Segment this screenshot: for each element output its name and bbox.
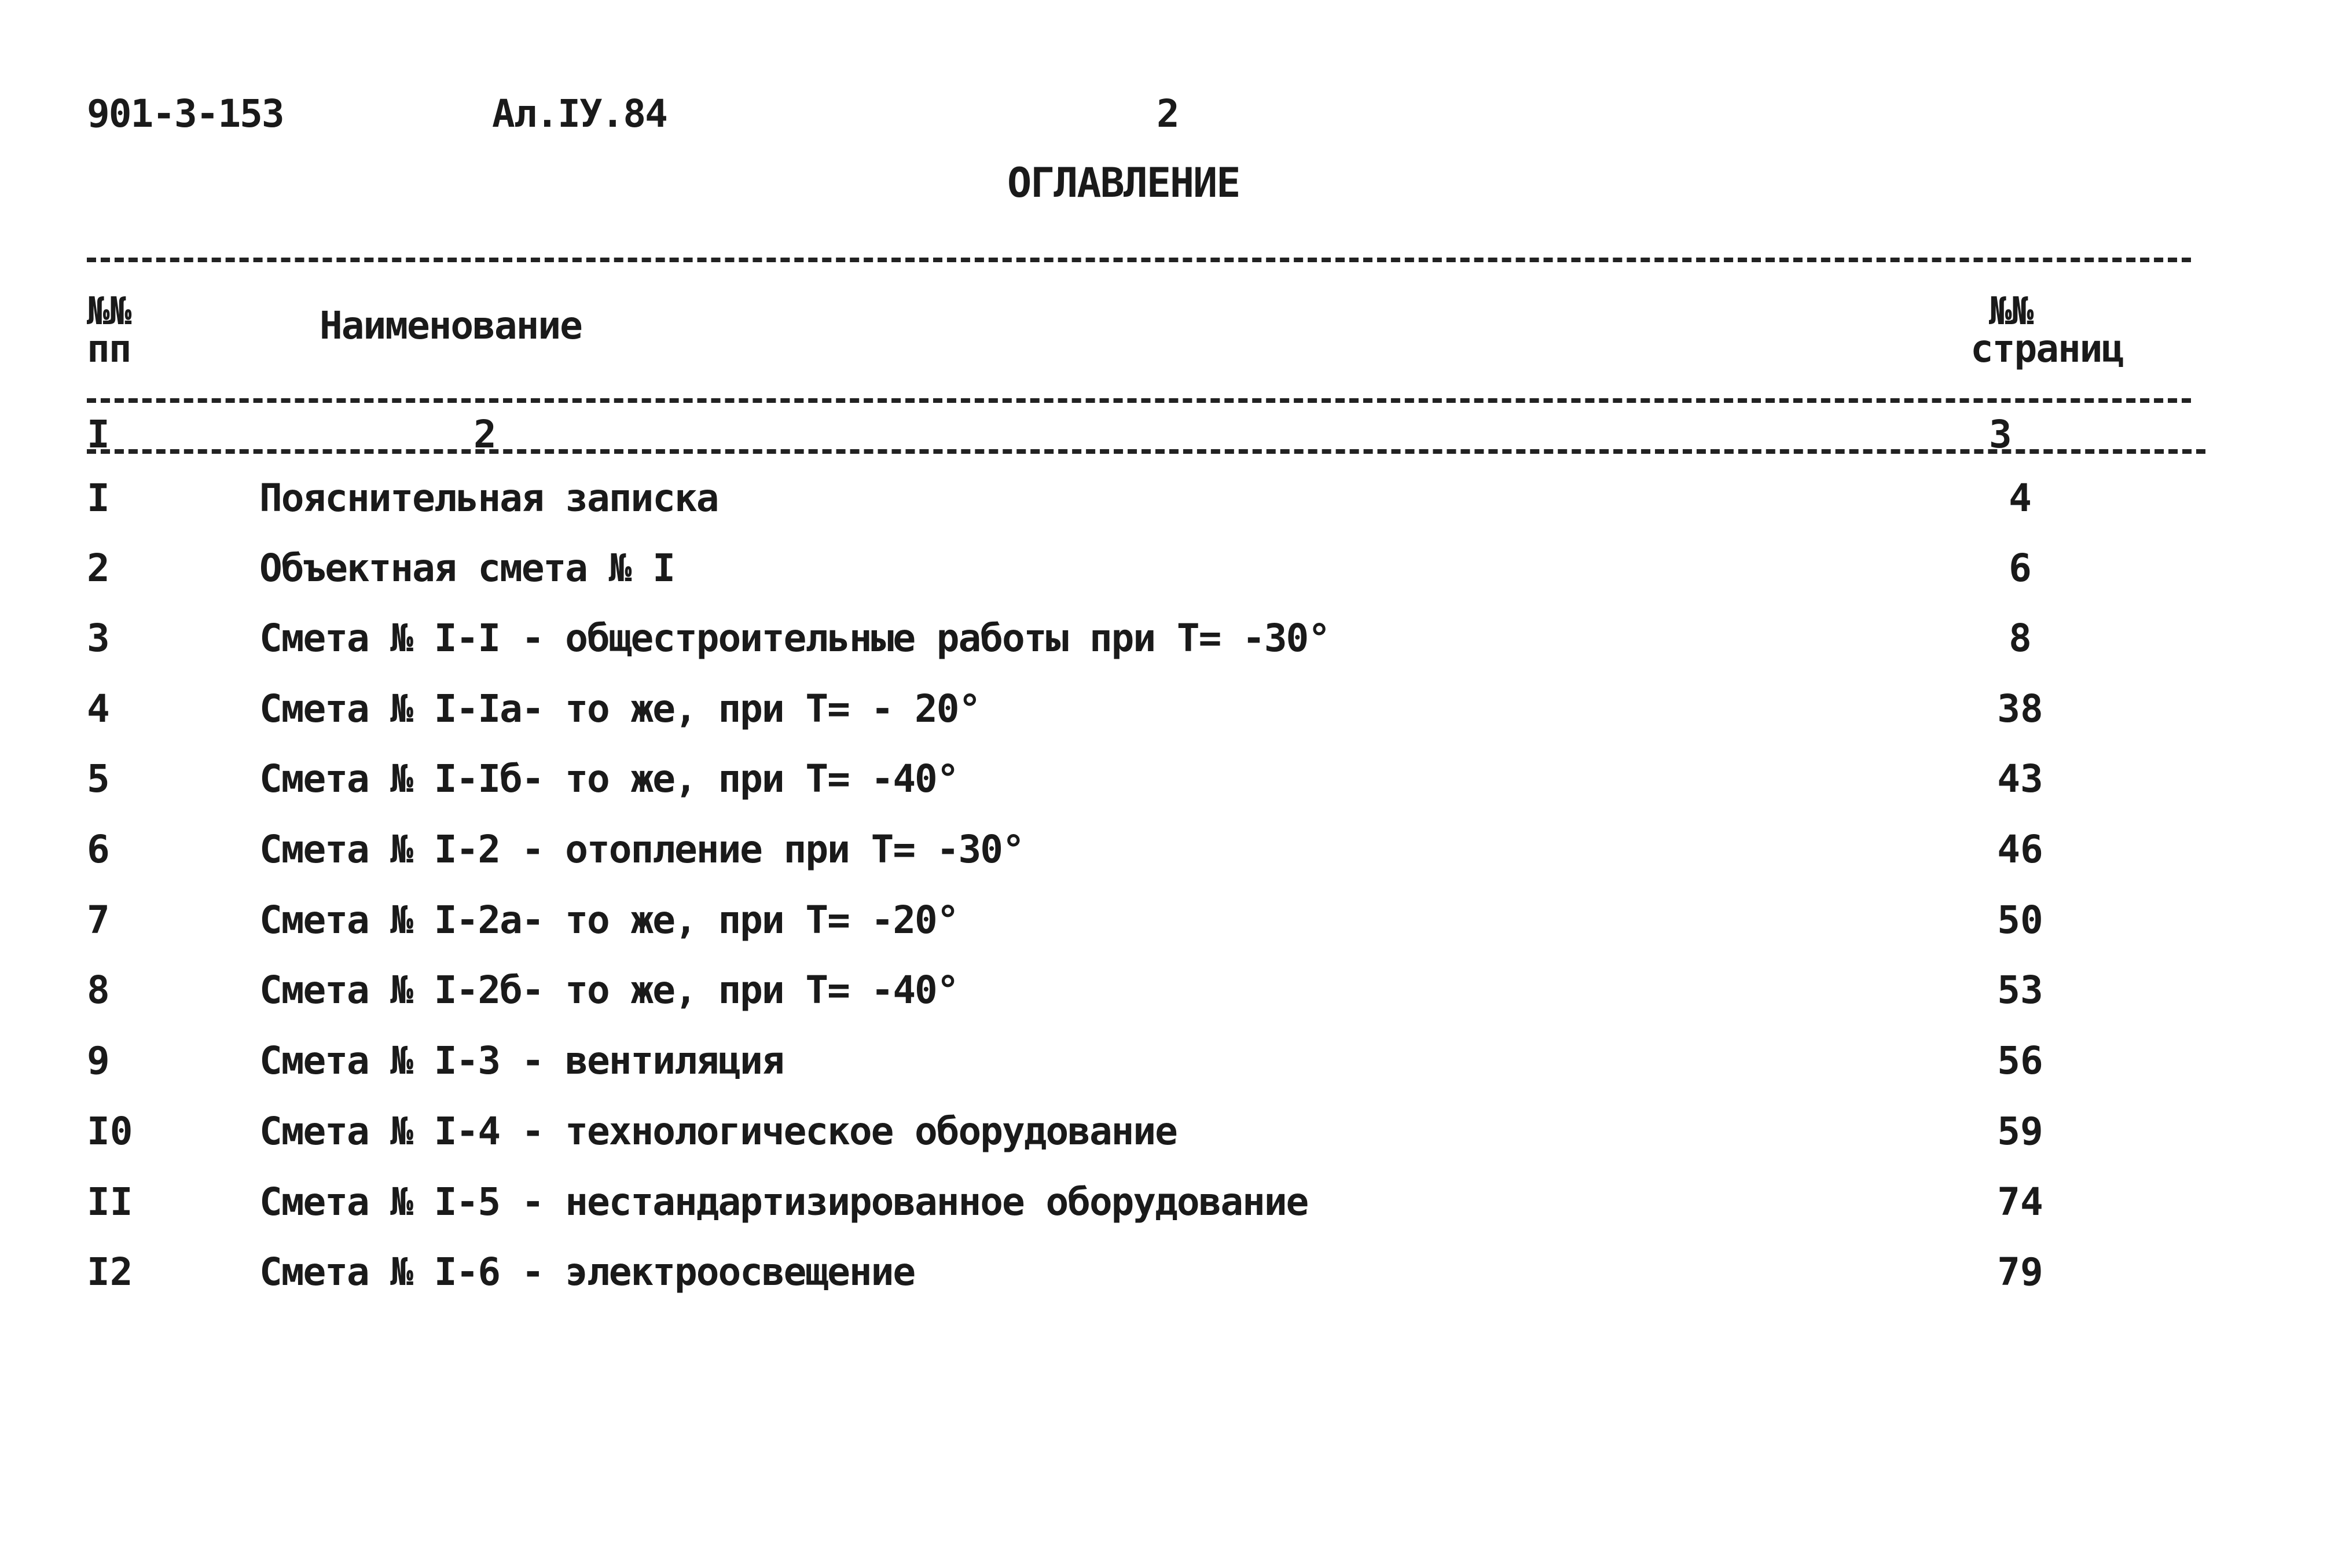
toc-title: ОГЛАВЛЕНИЕ xyxy=(1007,159,1240,207)
entry-page: 50 xyxy=(1997,898,2043,942)
entry-number: 8 xyxy=(87,968,110,1012)
column-number-heading-line1: №№ xyxy=(87,289,131,333)
column-pages-heading-line2: страниц xyxy=(1970,326,2124,371)
entry-title: Смета № I-Iб- то же, при Т= -40° xyxy=(259,757,959,801)
entry-number: I2 xyxy=(87,1250,133,1294)
entry-page: 59 xyxy=(1997,1109,2043,1154)
toc-entry xyxy=(0,1180,2327,1249)
entry-page: 79 xyxy=(1997,1250,2043,1294)
toc-entry xyxy=(0,898,2327,967)
entry-title: Объектная смета № I xyxy=(259,546,674,590)
entry-page: 4 xyxy=(2009,476,2032,520)
entry-title: Смета № I-2 - отопление при Т= -30° xyxy=(259,827,1024,872)
column-pages-heading-line1: №№ xyxy=(1989,289,2033,333)
column-index-1: I xyxy=(87,412,110,457)
entry-title: Смета № I-Iа- то же, при Т= - 20° xyxy=(259,686,981,731)
toc-entry xyxy=(0,827,2327,897)
page-number: 2 xyxy=(1157,91,1179,136)
toc-entry xyxy=(0,546,2327,615)
column-index-3: 3 xyxy=(1989,412,2012,457)
entry-number: 9 xyxy=(87,1038,110,1083)
entry-number: II xyxy=(87,1180,133,1224)
entry-page: 56 xyxy=(1997,1038,2043,1083)
entry-number: 3 xyxy=(87,616,110,660)
toc-entry xyxy=(0,686,2327,756)
table-top-rule xyxy=(87,258,2191,262)
toc-entry xyxy=(0,757,2327,826)
column-number-heading-line2: пп xyxy=(87,326,131,371)
entry-title: Смета № I-5 - нестандартизированное оборудование xyxy=(259,1180,1308,1224)
table-index-rule xyxy=(87,449,2205,454)
entry-number: I0 xyxy=(87,1109,133,1154)
toc-entry xyxy=(0,476,2327,545)
toc-entry xyxy=(0,1109,2327,1178)
entry-number: 6 xyxy=(87,827,110,872)
entry-page: 8 xyxy=(2009,616,2032,660)
table-header-rule xyxy=(87,398,2191,403)
entry-number: 7 xyxy=(87,898,110,942)
column-index-2: 2 xyxy=(474,412,497,457)
entry-page: 46 xyxy=(1997,827,2043,872)
entry-title: Смета № I-3 - вентиляция xyxy=(259,1038,784,1083)
album-number: Ал.IУ.84 xyxy=(492,91,667,136)
entry-number: 5 xyxy=(87,757,110,801)
entry-title: Смета № I-4 - технологическое оборудование xyxy=(259,1109,1177,1154)
entry-page: 74 xyxy=(1997,1180,2043,1224)
toc-entry xyxy=(0,616,2327,685)
toc-entry xyxy=(0,1250,2327,1319)
entry-page: 6 xyxy=(2009,546,2032,590)
entry-title: Смета № I-I - общестроительные работы при Т= -30° xyxy=(259,616,1330,660)
toc-entry xyxy=(0,968,2327,1037)
entry-title: Смета № I-2а- то же, при Т= -20° xyxy=(259,898,959,942)
entry-title: Смета № I-2б- то же, при Т= -40° xyxy=(259,968,959,1012)
entry-title: Смета № I-6 - электроосвещение xyxy=(259,1250,915,1294)
entry-number: 2 xyxy=(87,546,110,590)
entry-title: Пояснительная записка xyxy=(259,476,718,520)
column-name-heading: Наименование xyxy=(320,303,582,348)
entry-number: I xyxy=(87,476,110,520)
entry-page: 38 xyxy=(1997,686,2043,731)
document-code: 901-3-153 xyxy=(87,91,284,136)
entry-page: 43 xyxy=(1997,757,2043,801)
entry-number: 4 xyxy=(87,686,110,731)
entry-page: 53 xyxy=(1997,968,2043,1012)
toc-entry xyxy=(0,1038,2327,1108)
